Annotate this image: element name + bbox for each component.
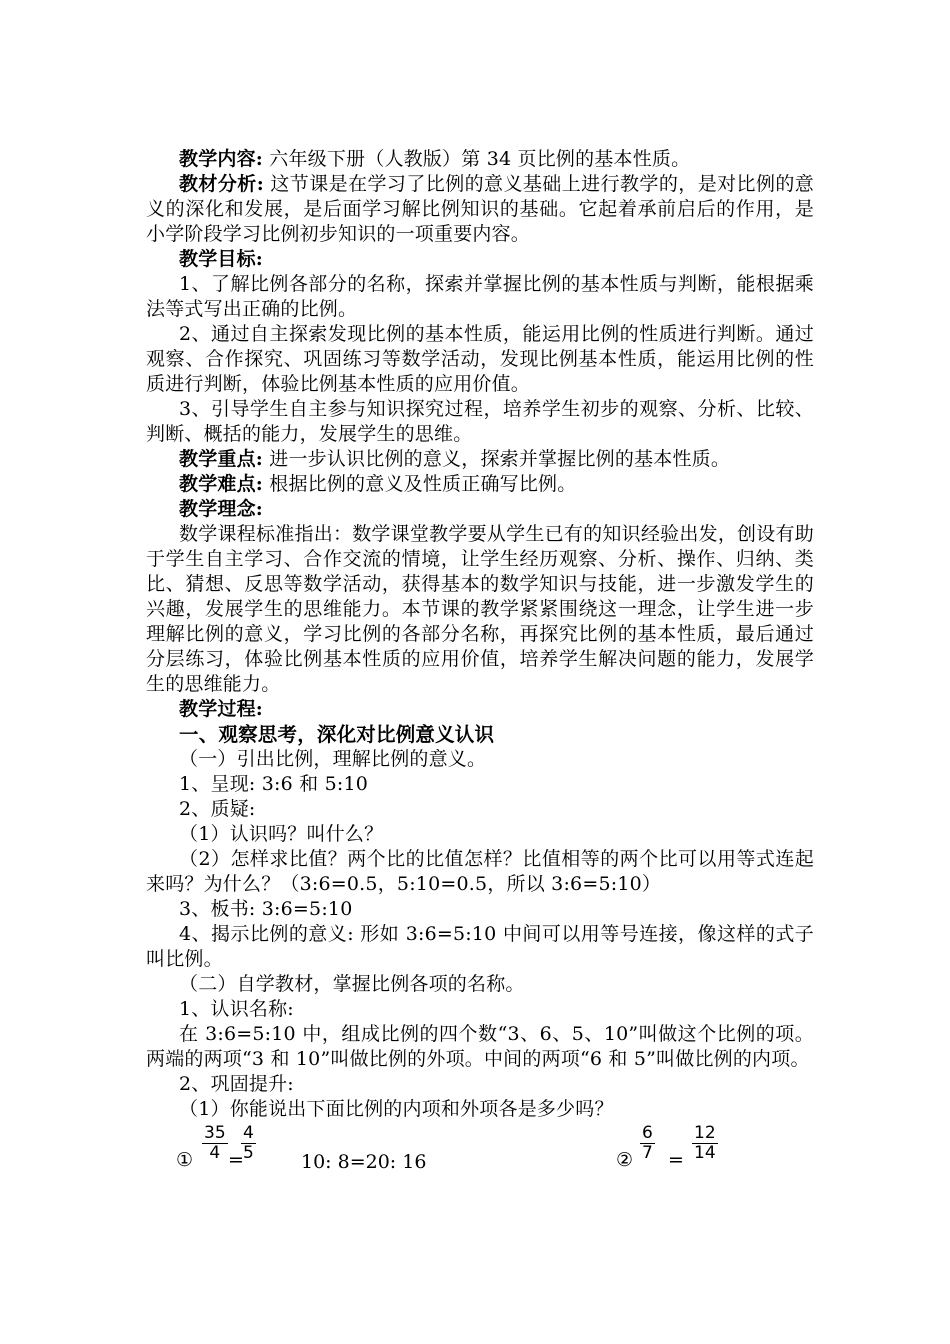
key-point-text: 进一步认识比例的意义，探索并掌握比例的基本性质。 [263,448,731,470]
fraction-6-7 [640,1124,655,1163]
step-5: 1、认识名称: [179,998,294,1020]
step-3: 3、板书: 3:6=5:10 [179,898,353,920]
goals-heading: 教学目标: [179,248,264,270]
exercise-row [146,1124,814,1182]
philosophy-paragraph: 数学课程标准指出：数学课堂教学要从学生已有的知识经验出发，创设有助于学生自主学习、合作交流的情境，让学生经历观察、分析、操作、归纳、类比、猜想、反思等数学活动，获得基本的数学知识与技能，进一步激发学生的兴趣，发展学生的思维能力。本节课的教学紧紧围绕这一理念，让学生进一步理解比例的意义，学习比例的各部分名称，再探究比例的基本性质，最后通过分层练习，体验比例基本性质的应用价值，培养学生解决问题的能力，发展学生的思维能力。 [146,523,814,695]
analysis-paragraph [146,172,814,247]
key-point-label: 教学重点: [179,448,264,470]
fraction-35-4 [202,1124,228,1163]
naming-paragraph: 在 3:6=5:10 中，组成比例的四个数“3、6、5、10”叫做这个比例的项。两端的两项“3 和 10”叫做比例的外项。中间的两项“6 和 5”叫做比例的内项。 [146,1023,814,1070]
step-6: 2、巩固提升: [179,1073,294,1095]
fraction-4-5 [241,1124,256,1163]
goal-item-2: 2、通过自主探索发现比例的基本性质，能运用比例的性质进行判断。通过观察、合作探究、巩固练习等数学活动，发现比例基本性质，能运用比例的性质进行判断，体验比例基本性质的应用价值。 [146,323,814,395]
step-1: 1、呈现: 3:6 和 5:10 [179,773,369,795]
content-line [146,147,814,172]
philosophy-heading: 教学理念: [179,498,264,520]
fraction-numerator: 35 [204,1123,226,1143]
process-heading: 教学过程: [179,698,264,720]
subsection-2: （二）自学教材，掌握比例各项的名称。 [179,973,525,995]
fraction-numerator: 4 [243,1123,254,1143]
key-point-line [146,447,814,472]
fraction-12-14 [692,1124,718,1163]
content-text: 六年级下册（人教版）第 34 页比例的基本性质。 [263,148,691,170]
fraction-denominator: 4 [209,1143,221,1163]
lesson-plan [146,147,814,1182]
question-3: （1）你能说出下面比例的内项和外项各是多少吗？ [179,1098,614,1120]
fraction-denominator: 5 [243,1143,254,1163]
exercise-mark-2: ② [616,1149,634,1171]
question-1: （1）认识吗？叫什么？ [179,823,384,845]
analysis-text: 这节课是在学习了比例的意义基础上进行教学的，是对比例的意义的深化和发展，是后面学习解比例知识的基础。它起着承前启后的作用，是小学阶段学习比例初步知识的一项重要内容。 [146,173,815,245]
section-1-heading: 一、观察思考，深化对比例意义认识 [179,723,495,746]
goal-item-1: 1、了解比例各部分的名称，探索并掌握比例的基本性质与判断，能根据乘法等式写出正确的比例。 [146,273,814,320]
goal-item-3: 3、引导学生自主参与知识探究过程，培养学生初步的观察、分析、比较、判断、概括的能力，发展学生的思维。 [146,398,814,445]
fraction-denominator: 14 [694,1143,716,1163]
equals-sign: = [668,1149,684,1171]
difficulty-label: 教学难点: [179,473,264,495]
exercise-mark-1: ① [176,1149,194,1171]
ratio-equation: 10: 8=20: 16 [301,1151,427,1173]
fraction-numerator: 6 [642,1123,653,1143]
difficulty-text: 根据比例的意义及性质正确写比例。 [263,473,577,495]
fraction-denominator: 7 [642,1143,653,1163]
difficulty-line [146,472,814,497]
equals-sign: = [228,1149,244,1171]
fraction-numerator: 12 [694,1123,716,1143]
step-4: 4、揭示比例的意义: 形如 3:6=5:10 中间可以用等号连接，像这样的式子叫比例。 [146,923,814,970]
content-label: 教学内容: [179,148,264,170]
subsection-1: （一）引出比例，理解比例的意义。 [179,748,487,770]
step-2: 2、质疑: [179,798,256,820]
question-2: （2）怎样求比值？两个比的比值怎样？比值相等的两个比可以用等式连起来吗？为什么？（3:6=0.5，5:10=0.5，所以 3:6=5:10） [146,848,814,895]
analysis-label: 教材分析: [179,173,264,195]
